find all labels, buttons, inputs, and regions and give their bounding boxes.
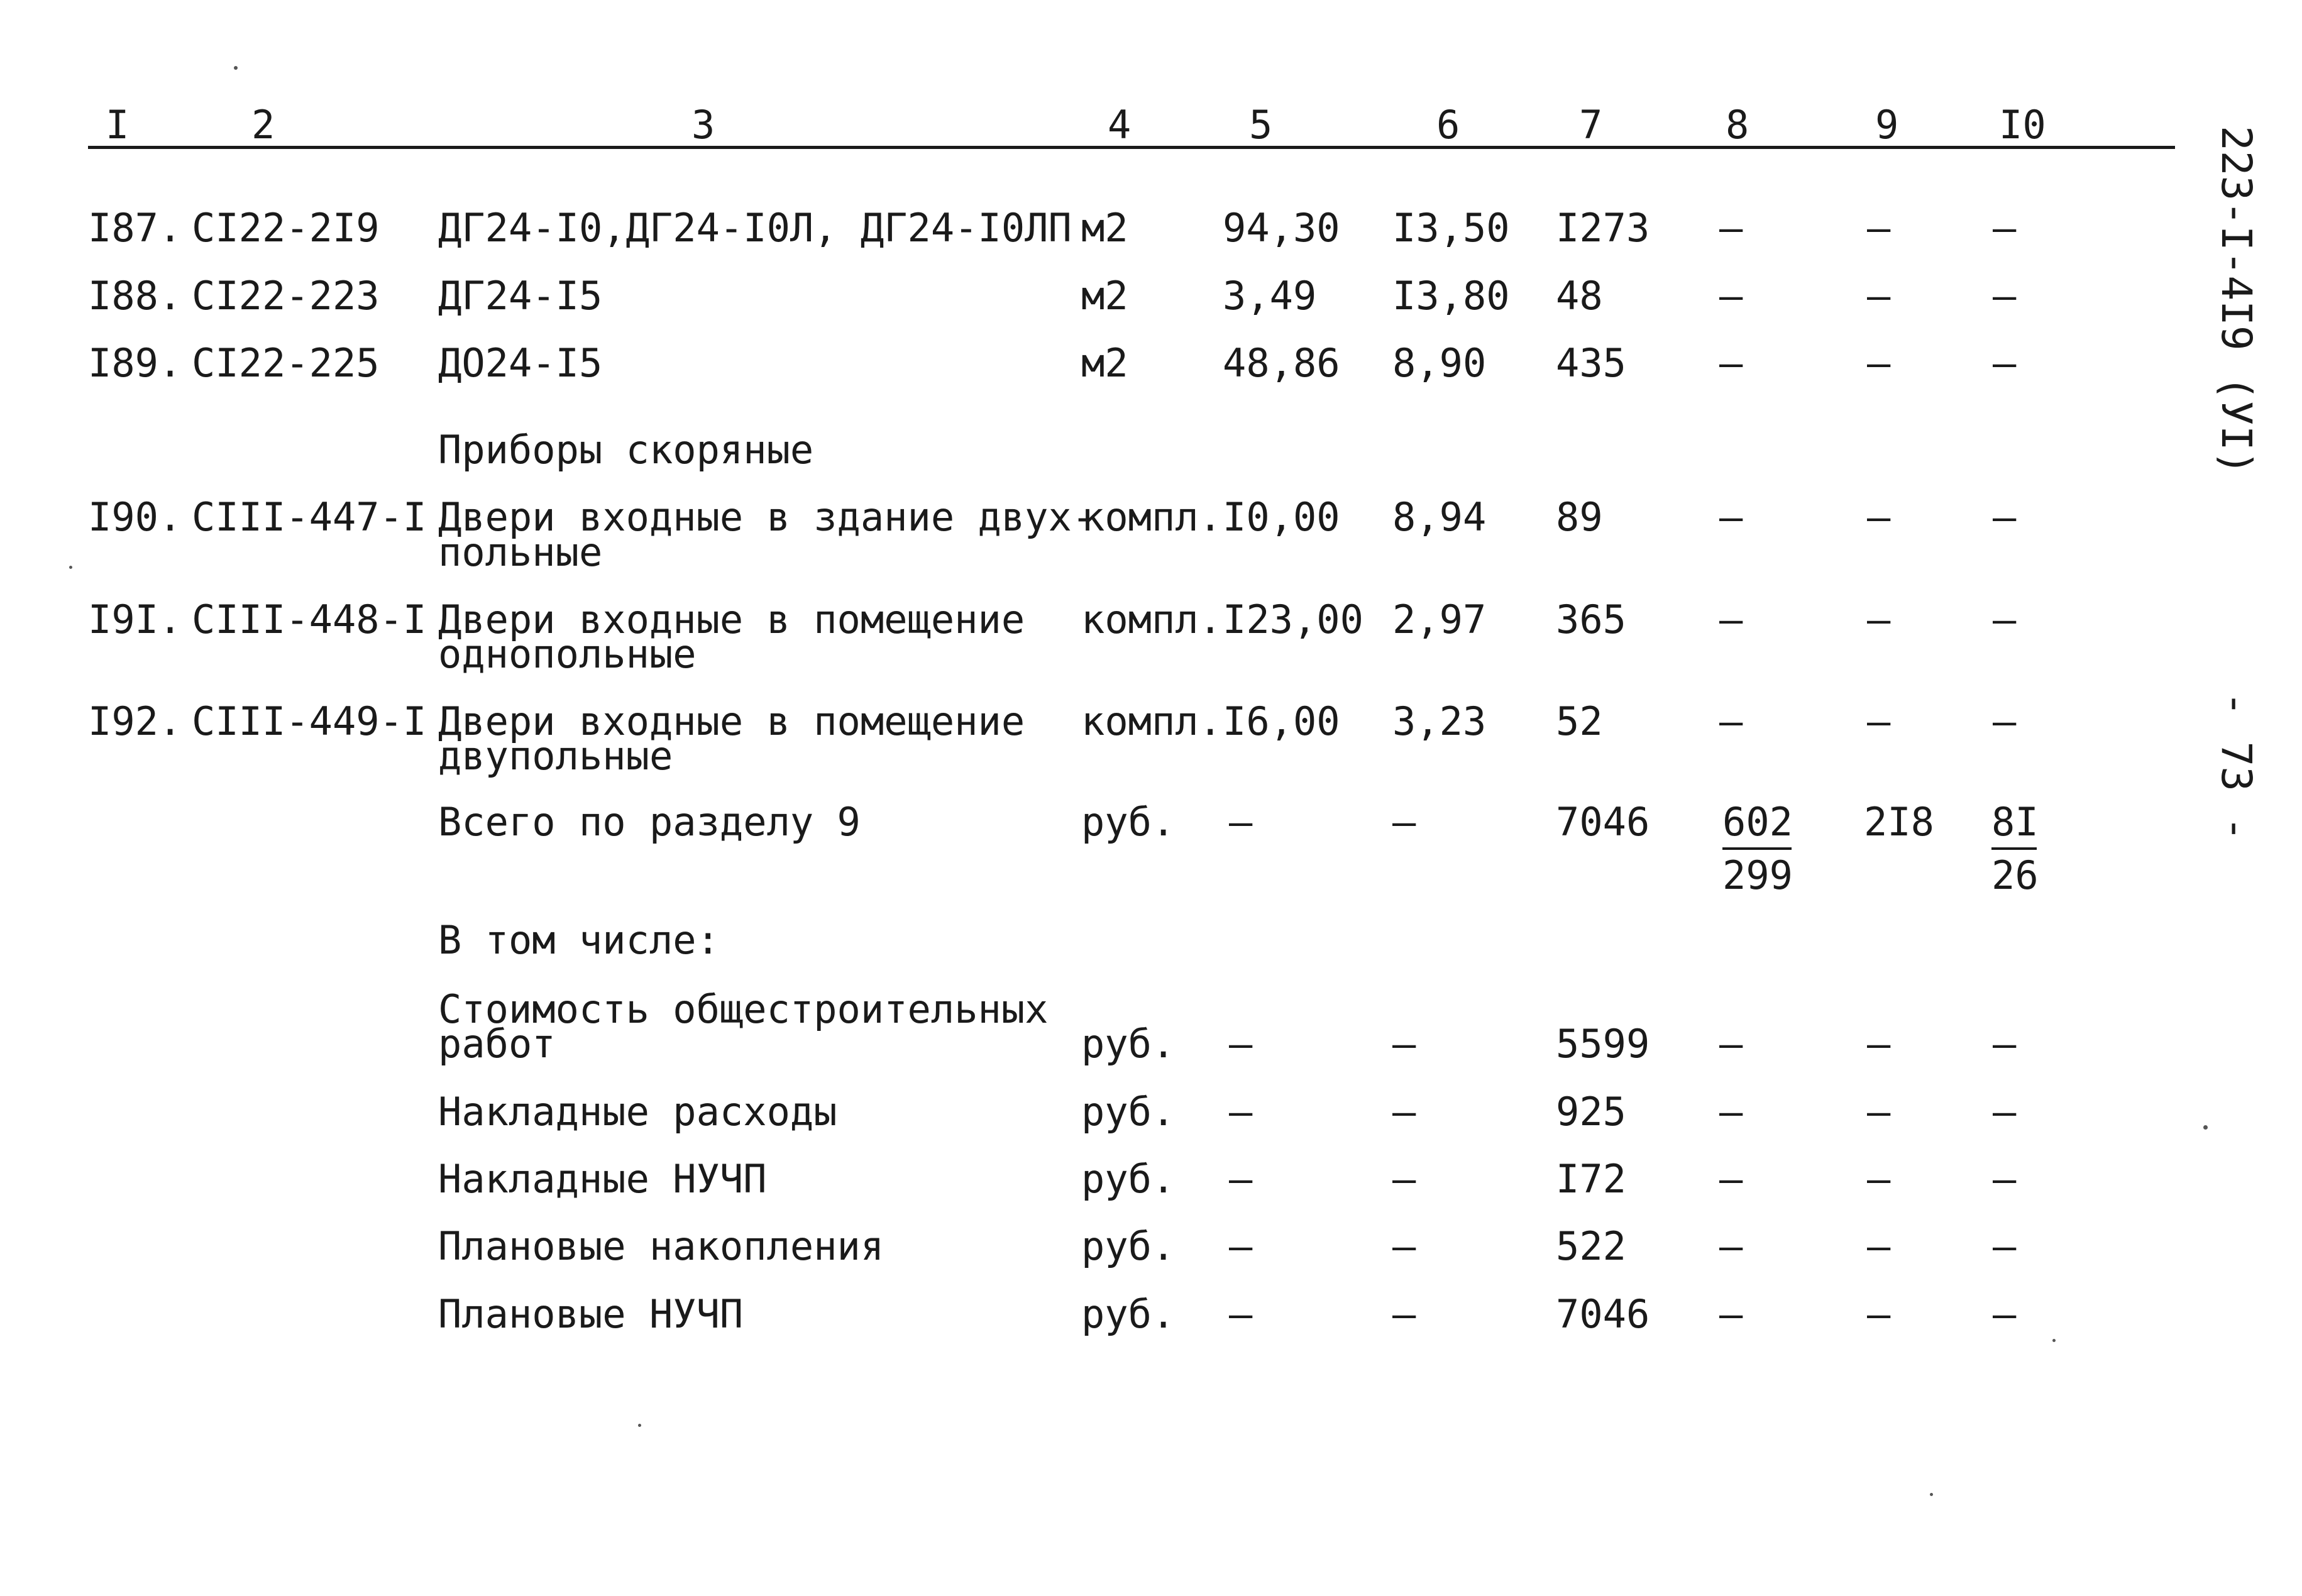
breakdown-col8: – (1719, 1223, 1743, 1269)
breakdown-col8: – (1719, 1021, 1743, 1067)
fraction-line (1991, 847, 2037, 850)
row-unit: компл. (1081, 494, 1222, 540)
row-total: 89 (1556, 494, 1603, 540)
row-code: CIII-448-I (192, 597, 427, 642)
row-qty: 94,30 (1223, 205, 1340, 251)
fraction-line (1722, 847, 1792, 850)
row-col10: – (1993, 273, 2017, 319)
row-total: I273 (1556, 205, 1650, 251)
row-price: 3,23 (1392, 698, 1487, 744)
total-unit: руб. (1081, 799, 1176, 845)
row-price: 8,90 (1392, 340, 1487, 386)
document-code: 223-I-4I9 (УI) (2212, 126, 2261, 476)
total-col9: 2I8 (1864, 799, 1934, 845)
scan-speck (1930, 1493, 1933, 1496)
scan-speck (2052, 1339, 2056, 1342)
row-qty: 48,86 (1223, 340, 1340, 386)
breakdown-qty: – (1229, 1223, 1253, 1269)
row-col9: – (1867, 494, 1891, 540)
row-price: I3,80 (1392, 273, 1510, 319)
row-unit: м2 (1081, 205, 1128, 251)
total-col8-bottom: 299 (1722, 852, 1793, 898)
row-col10: – (1993, 494, 2017, 540)
row-name-continued: однопольные (438, 631, 697, 677)
row-total: 365 (1556, 597, 1626, 642)
breakdown-col10: – (1993, 1223, 2017, 1269)
scan-speck (638, 1424, 641, 1427)
row-code: CIII-447-I (192, 494, 427, 540)
row-col9: – (1867, 597, 1891, 642)
col-header-9: 9 (1875, 102, 1899, 148)
row-name-continued: польные (438, 529, 603, 575)
breakdown-col10: – (1993, 1089, 2017, 1135)
total-col8-top: 602 (1722, 799, 1793, 845)
row-name: Двери входные в помещение (438, 698, 1025, 744)
row-name: ДО24-I5 (438, 340, 603, 386)
breakdown-price: – (1392, 1223, 1416, 1269)
row-qty: I0,00 (1223, 494, 1340, 540)
row-unit: м2 (1081, 340, 1128, 386)
col-header-7: 7 (1579, 102, 1603, 148)
row-name: ДГ24-I0,ДГ24-I0Л, ДГ24-I0ЛП (438, 205, 1072, 251)
row-name: Двери входные в здание двух- (438, 494, 1096, 540)
breakdown-price: – (1392, 1156, 1416, 1202)
row-col9: – (1867, 205, 1891, 251)
row-col8: – (1719, 494, 1743, 540)
breakdown-name-continued: работ (438, 1021, 556, 1067)
row-col10: – (1993, 205, 2017, 251)
row-price: 2,97 (1392, 597, 1487, 642)
col-header-4: 4 (1108, 102, 1132, 148)
total-qty: – (1229, 799, 1253, 845)
breakdown-name: Накладные расходы (438, 1089, 837, 1135)
breakdown-col9: – (1867, 1089, 1891, 1135)
breakdown-price: – (1392, 1089, 1416, 1135)
row-col8: – (1719, 698, 1743, 744)
breakdown-total: 925 (1556, 1089, 1626, 1135)
row-price: I3,50 (1392, 205, 1510, 251)
breakdown-qty: – (1229, 1021, 1253, 1067)
row-col9: – (1867, 698, 1891, 744)
row-qty: I23,00 (1223, 597, 1363, 642)
col-header-2: 2 (251, 102, 275, 148)
row-name: Двери входные в помещение (438, 597, 1025, 642)
breakdown-col9: – (1867, 1291, 1891, 1337)
row-col10: – (1993, 597, 2017, 642)
breakdown-total: I72 (1556, 1156, 1626, 1202)
col-header-10: I0 (1999, 102, 2046, 148)
breakdown-name: Стоимость общестроительных (438, 986, 1049, 1032)
breakdown-col8: – (1719, 1156, 1743, 1202)
row-unit: компл. (1081, 597, 1222, 642)
row-name-continued: двупольные (438, 733, 673, 779)
breakdown-qty: – (1229, 1291, 1253, 1337)
row-col8: – (1719, 273, 1743, 319)
row-code: CIII-449-I (192, 698, 427, 744)
breakdown-price: – (1392, 1291, 1416, 1337)
breakdown-col10: – (1993, 1291, 2017, 1337)
col-header-8: 8 (1726, 102, 1749, 148)
row-col8: – (1719, 597, 1743, 642)
scan-speck (2203, 1125, 2208, 1130)
row-unit: компл. (1081, 698, 1222, 744)
breakdown-col10: – (1993, 1156, 2017, 1202)
breakdown-price: – (1392, 1021, 1416, 1067)
breakdown-col8: – (1719, 1291, 1743, 1337)
breakdown-unit: руб. (1081, 1156, 1176, 1202)
col-header-1: I (106, 102, 129, 148)
total-price: – (1392, 799, 1416, 845)
total-col10-bottom: 26 (1991, 852, 2039, 898)
breakdown-col10: – (1993, 1021, 2017, 1067)
row-number: I90. (88, 494, 182, 540)
row-total: 48 (1556, 273, 1603, 319)
breakdown-name: Накладные НУЧП (438, 1156, 767, 1202)
breakdown-unit: руб. (1081, 1223, 1176, 1269)
row-number: I87. (88, 205, 182, 251)
breakdown-col9: – (1867, 1223, 1891, 1269)
total-label: Всего по разделу 9 (438, 799, 861, 845)
row-unit: м2 (1081, 273, 1128, 319)
row-qty: I6,00 (1223, 698, 1340, 744)
breakdown-name: Плановые НУЧП (438, 1291, 744, 1337)
section-subheading: Приборы скоряные (438, 427, 814, 473)
row-code: CI22-223 (192, 273, 380, 319)
row-col8: – (1719, 340, 1743, 386)
row-col9: – (1867, 273, 1891, 319)
breakdown-unit: руб. (1081, 1021, 1176, 1067)
row-total: 52 (1556, 698, 1603, 744)
col-header-5: 5 (1249, 102, 1273, 148)
col-header-3: 3 (691, 102, 715, 148)
row-col10: – (1993, 698, 2017, 744)
total-col10-top: 8I (1991, 799, 2039, 845)
breakdown-name: Плановые накопления (438, 1223, 884, 1269)
breakdown-qty: – (1229, 1156, 1253, 1202)
breakdown-total: 5599 (1556, 1021, 1650, 1067)
row-col9: – (1867, 340, 1891, 386)
breakdown-col9: – (1867, 1021, 1891, 1067)
row-number: I89. (88, 340, 182, 386)
scan-speck (234, 66, 238, 70)
row-col10: – (1993, 340, 2017, 386)
breakdown-total: 522 (1556, 1223, 1626, 1269)
breakdown-unit: руб. (1081, 1291, 1176, 1337)
row-qty: 3,49 (1223, 273, 1317, 319)
breakdown-unit: руб. (1081, 1089, 1176, 1135)
breakdown-total: 7046 (1556, 1291, 1650, 1337)
header-rule (88, 146, 2175, 149)
col-header-6: 6 (1436, 102, 1460, 148)
breakdown-col8: – (1719, 1089, 1743, 1135)
breakdown-col9: – (1867, 1156, 1891, 1202)
row-name: ДГ24-I5 (438, 273, 603, 319)
row-number: I88. (88, 273, 182, 319)
row-code: CI22-225 (192, 340, 380, 386)
row-number: I92. (88, 698, 182, 744)
including-label: В том числе: (438, 917, 720, 963)
breakdown-qty: – (1229, 1089, 1253, 1135)
row-price: 8,94 (1392, 494, 1487, 540)
row-code: CI22-2I9 (192, 205, 380, 251)
row-col8: – (1719, 205, 1743, 251)
row-total: 435 (1556, 340, 1626, 386)
scan-speck (69, 566, 72, 569)
row-number: I9I. (88, 597, 182, 642)
total-amount: 7046 (1556, 799, 1650, 845)
page-number: - 73 - (2212, 691, 2261, 842)
